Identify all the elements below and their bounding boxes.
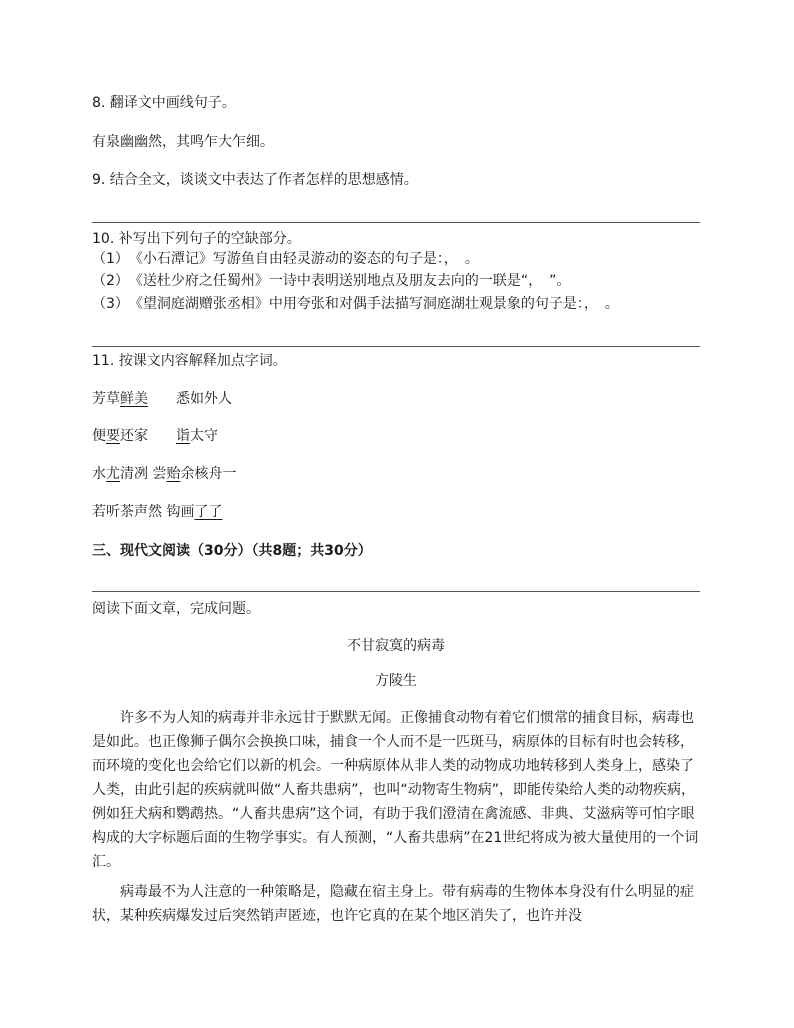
q9-title: 9. 结合全文，谈谈文中表达了作者怎样的思想感情。 [92, 172, 418, 188]
q10-item-3: （3） 《望洞庭湖赠张丞相》中用夸张和对偶手法描写洞庭湖壮观景象的句子是：， 。 [92, 296, 619, 312]
article-paragraph-2: 病毒最不为人注意的一种策略是，隐藏在宿主身上。带有病毒的生物体本身没有什么明显的症状，某种疾病爆发过后突然销声匿迹，也许它真的在某个地区消失了，也许并没 [92, 884, 694, 924]
answer-line [92, 591, 700, 592]
word-phrase: 钩画了了 [166, 504, 223, 520]
article-title: 不甘寂寞的病毒 [347, 638, 445, 654]
word-phrase: 便要还家 [92, 428, 148, 444]
q11-row-1 [92, 390, 232, 408]
q11-row-2 [92, 427, 218, 445]
word-phrase: 悉如外人 [176, 391, 232, 407]
word-phrase: 诣太守 [176, 428, 218, 444]
q10-title: 10. 补写出下列句子的空缺部分。 [92, 231, 301, 247]
q8-title: 8. 翻译文中画线句子。 [92, 95, 236, 111]
word-phrase: 水尤清冽 [92, 466, 148, 482]
article-paragraph-1: 许多不为人知的病毒并非永远甘于默默无闻。正像捕食动物有着它们惯常的捕食目标，病毒也是如此。也正像狮子偶尔会换换口味，捕食一个人而不是一匹斑马，病原体的目标有时也会转移，而环境的变化也会给它们以新的机会。一种病原体从非人类的动物成功地转移到人类身上，感染了人类，由此引起的疾病就叫做“人畜共患病”，也叫“动物寄生物病”，即能传染给人类的动物疾病，例如狂犬病和鹦鹉热。“人畜共患病”这个词，有助于我们澄清在禽流感、非典、艾滋病等可怕字眼构成的大字标题后面的生物学事实。有人预测，“人畜共患病”在21世纪将成为被大量使用的一个词汇。 [92, 710, 699, 870]
word-phrase: 尝贻余核舟一 [152, 466, 237, 482]
answer-line [92, 346, 700, 347]
section-heading: 三、现代文阅读（30分）（共8题；共30分） [92, 543, 372, 559]
word-phrase: 芳草鲜美 [92, 391, 148, 407]
q11-row-3 [92, 465, 236, 483]
answer-line [92, 222, 700, 223]
reading-instruction: 阅读下面文章，完成问题。 [92, 601, 260, 617]
q11-row-4 [92, 503, 222, 521]
q10-item-1: （1） 《小石潭记》写游鱼自由轻灵游动的姿态的句子是：， 。 [92, 251, 479, 267]
word-phrase: 若听茶声然 [92, 504, 162, 520]
q8-sentence: 有泉幽幽然，其鸣乍大乍细。 [92, 134, 274, 150]
q10-item-2: （2） 《送杜少府之任蜀州》一诗中表明送别地点及朋友去向的一联是“， ”。 [92, 273, 571, 289]
q11-title: 11. 按课文内容解释加点字词。 [92, 353, 287, 369]
article-author: 方陵生 [375, 673, 417, 689]
